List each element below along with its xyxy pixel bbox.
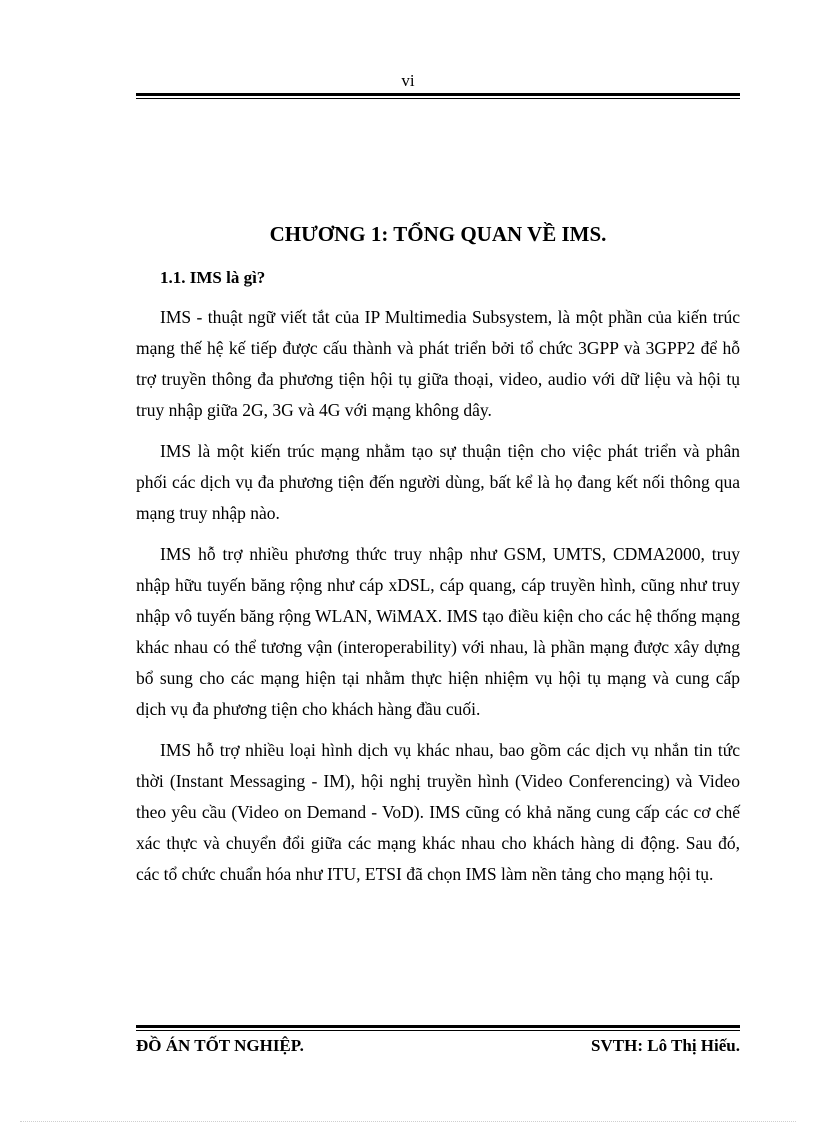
section-heading: 1.1. IMS là gì? — [160, 268, 266, 287]
footer-project-label: ĐỒ ÁN TỐT NGHIỆP. — [136, 1036, 304, 1055]
body-text — [136, 302, 740, 900]
footer-rule — [136, 1025, 740, 1031]
page-edge-divider — [20, 1121, 796, 1122]
footer-student-label: SVTH: Lô Thị Hiếu. — [591, 1036, 740, 1055]
paragraph: IMS hỗ trợ nhiều loại hình dịch vụ khác nhau, bao gồm các dịch vụ nhắn tin tức thời (Instant Messaging - IM), hội nghị truyền hình (Video Conferencing) và Video theo yêu cầu (Video on Demand - VoD). IMS cũng có khả năng cung cấp các cơ chế xác thực và chuyển đổi giữa các mạng khác nhau cho khách hàng di động. Sau đó, các tổ chức chuẩn hóa như ITU, ETSI đã chọn IMS làm nền tảng cho mạng hội tụ. — [136, 740, 740, 884]
paragraph: IMS - thuật ngữ viết tắt của IP Multimedia Subsystem, là một phần của kiến trúc mạng thế hệ kế tiếp được cấu thành và phát triển bởi tổ chức 3GPP và 3GPP2 để hỗ trợ truyền thông đa phương tiện hội tụ giữa thoại, video, audio với dữ liệu và hội tụ truy nhập giữa 2G, 3G và 4G với mạng không dây. — [136, 307, 740, 420]
chapter-title: CHƯƠNG 1: TỔNG QUAN VỀ IMS. — [269, 222, 607, 246]
footer — [136, 1036, 740, 1056]
paragraph: IMS là một kiến trúc mạng nhằm tạo sự thuận tiện cho việc phát triển và phân phối các dịch vụ đa phương tiện đến người dùng, bất kể là họ đang kết nối thông qua mạng truy nhập nào. — [136, 441, 740, 523]
header-rule — [136, 93, 740, 99]
page-number: vi — [401, 71, 415, 90]
paragraph: IMS hỗ trợ nhiều phương thức truy nhập như GSM, UMTS, CDMA2000, truy nhập hữu tuyến băng rộng như cáp xDSL, cáp quang, cáp truyền hình, cũng như truy nhập vô tuyến băng rộng WLAN, WiMAX. IMS tạo điều kiện cho các hệ thống mạng khác nhau có thể tương vận (interoperability) với nhau, là phần mạng được xây dựng bổ sung cho các mạng hiện tại nhằm thực hiện nhiệm vụ hội tụ mạng và cung cấp dịch vụ đa phương tiện cho khách hàng đầu cuối. — [136, 544, 740, 719]
